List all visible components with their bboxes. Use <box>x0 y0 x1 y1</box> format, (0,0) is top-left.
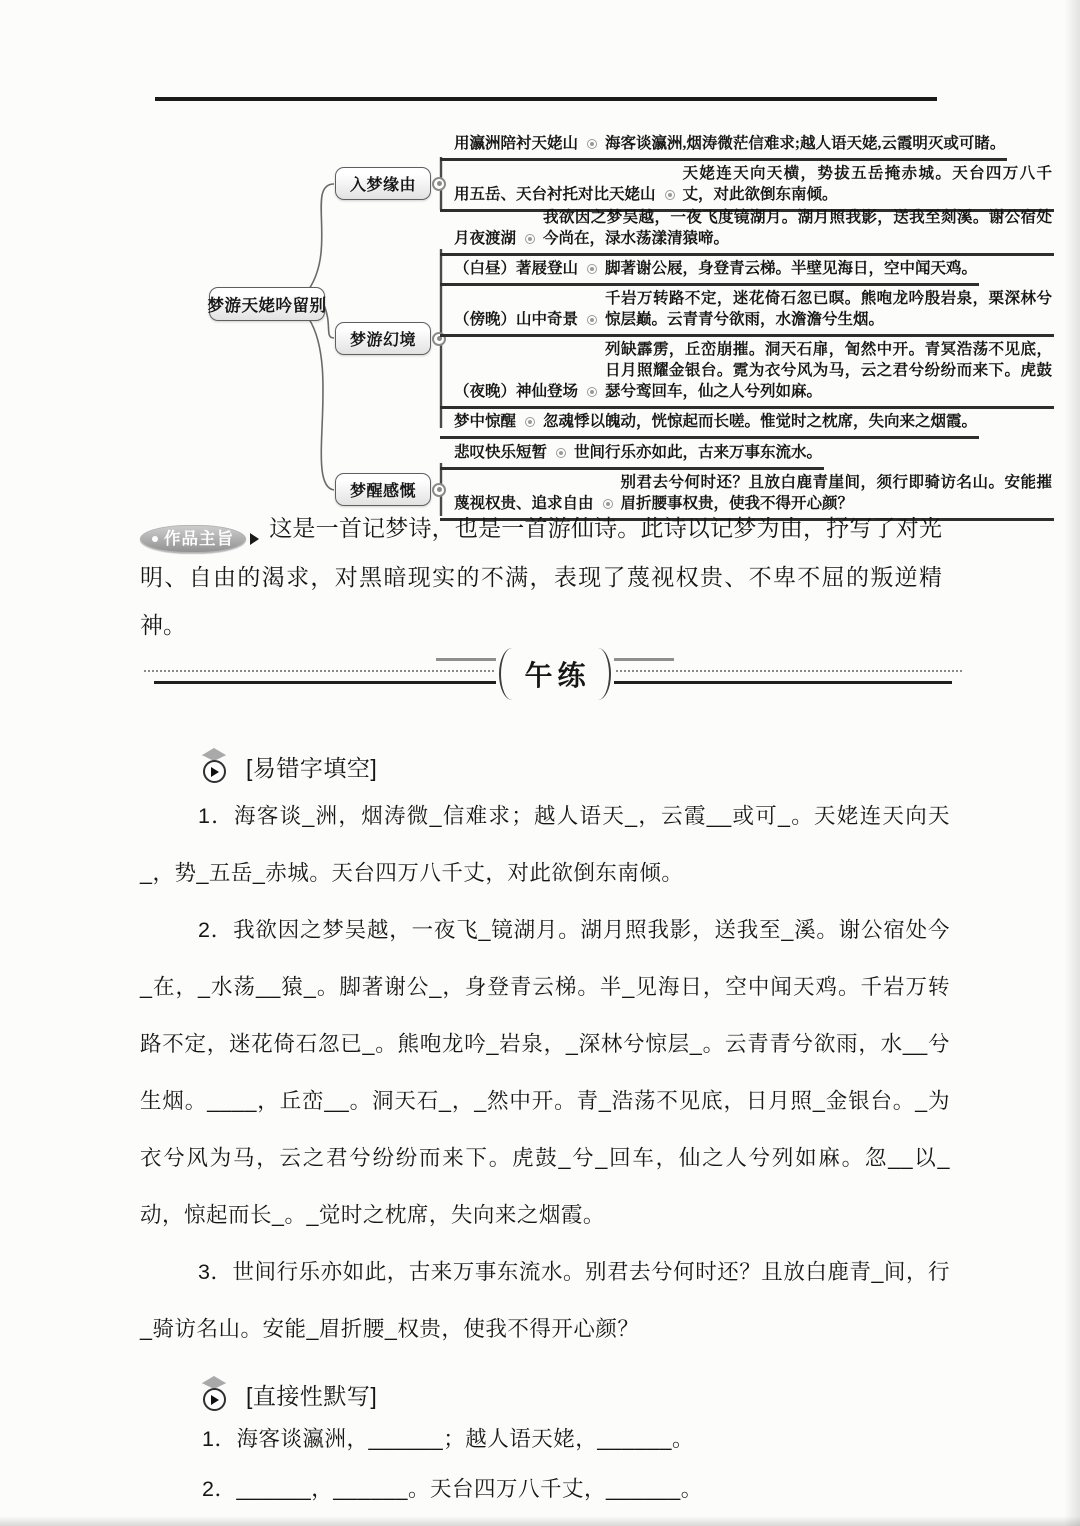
noon-practice-divider <box>140 645 966 703</box>
leaf-quote-text: 海客谈瀛洲,烟涛微茫信难求;越人语天姥,云霞明灭或可睹。 <box>605 135 1006 152</box>
mindmap-root-label: 梦游天姥吟留别 <box>207 296 327 315</box>
leaf-separator-circle-icon <box>587 264 597 274</box>
mindmap-branch-node <box>335 473 431 506</box>
theme-badge <box>140 525 259 553</box>
noon-title: 午练 <box>524 661 591 692</box>
mindmap-leaf-row <box>440 286 1054 337</box>
leaf-label: （傍晚）山中奇景 <box>454 311 579 328</box>
mindmap-leaf-row <box>440 409 979 439</box>
leaf-label: 梦中惊醒 <box>454 413 517 430</box>
practice-item: 1．海客谈_洲，烟涛微_信难求；越人语天_，云霞__或可_。天姥连天向天_，势_五岳_赤城。天台四万八千丈，对此欲倒东南倾。 <box>140 804 950 885</box>
mindmap-root-node <box>209 287 325 321</box>
section-header <box>140 1372 950 1416</box>
practice-item: 1．海客谈瀛洲，______；越人语天姥，______。 <box>202 1427 694 1451</box>
noon-title-box <box>496 645 614 703</box>
theme-badge-pill <box>140 525 246 553</box>
practice-item: 3．世间行乐亦如此，古来万事东流水。别君去兮何时还？且放白鹿青_间，行_骑访名山。安能_眉折腰_权贵，使我不得开心颜？ <box>140 1260 950 1341</box>
leaf-separator-circle-icon <box>665 190 675 200</box>
leaf-separator-circle-icon <box>587 139 597 149</box>
mindmap-branch-node <box>335 322 431 355</box>
leaf-label: 用五岳、天台衬托对比天姥山 <box>454 186 656 203</box>
theme-badge-label: 作品主旨 <box>164 529 234 548</box>
mindmap-leaf-row <box>440 205 1054 256</box>
leaf-quote-text: 脚著谢公屐，身登青云梯。半壁见海日，空中闻天鸡。 <box>605 260 978 277</box>
gray-rule-left <box>436 658 496 661</box>
leaf-label: 用瀛洲陪衬天姥山 <box>454 135 579 152</box>
leaf-separator-circle-icon <box>556 448 566 458</box>
badge-bullet-icon <box>152 536 158 542</box>
leaf-label: 悲叹快乐短暂 <box>454 444 548 461</box>
mindmap-leaf-row <box>440 131 1007 161</box>
practice-item: 2．______，______。天台四万八千丈，______。 <box>202 1477 703 1501</box>
leaf-quote-text: 世间行乐亦如此，古来万事东流水。 <box>574 444 823 461</box>
solid-rule-left <box>154 681 496 684</box>
practice-area <box>140 744 950 1516</box>
mindmap-leaf-group <box>440 205 1054 439</box>
section-title: [易错字填空] <box>246 754 378 781</box>
leaf-quote-text: 列缺霹雳，丘峦崩摧。洞天石扉，訇然中开。青冥浩荡不见底，日月照耀金银台。霓为衣兮风为马，云之君兮纷纷而来下。虎鼓瑟兮鸾回车，仙之人兮列如麻。 <box>605 341 1052 400</box>
page-edge-shadow-right <box>1064 0 1080 1526</box>
dictation-items <box>140 1416 950 1512</box>
leaf-separator-circle-icon <box>587 387 597 397</box>
leaf-quote-text: 天姥连天向天横，势拔五岳掩赤城。天台四万八千丈，对此欲倒东南倾。 <box>682 165 1052 203</box>
mindmap <box>0 0 1080 560</box>
mindmap-leaf-row <box>440 256 979 286</box>
leaf-quote-text: 别君去兮何时还？且放白鹿青崖间，须行即骑访名山。安能摧眉折腰事权贵，使我不得开心颜？ <box>620 474 1052 512</box>
leaf-separator-circle-icon <box>525 234 535 244</box>
leaf-quote-text: 我欲因之梦吴越，一夜飞度镜湖月。湖月照我影，送我至剡溪。谢公宿处今尚在，渌水荡漾清猿啼。 <box>543 209 1052 247</box>
fill-in-items <box>140 788 950 1358</box>
leaf-label: （夜晚）神仙登场 <box>454 383 579 400</box>
section-header <box>140 744 950 788</box>
branch-label: 梦游幻境 <box>349 332 416 349</box>
mindmap-leaf-row <box>440 440 824 470</box>
section-title: [直接性默写] <box>246 1382 378 1409</box>
graduation-cap-play-icon <box>200 748 230 784</box>
graduation-cap-play-icon <box>200 1376 230 1412</box>
branch-label: 梦醒感慨 <box>349 483 416 500</box>
page-edge-shadow-bottom <box>0 1516 1080 1526</box>
solid-rule-right <box>614 681 952 684</box>
mindmap-leaf-row <box>440 337 1054 409</box>
leaf-separator-circle-icon <box>587 315 597 325</box>
practice-item: 2．我欲因之梦吴越，一夜飞_镜湖月。湖月照我影，送我至_溪。谢公宿处今_在，_水荡__猿_。脚著谢公_，身登青云梯。半_见海日，空中闻天鸡。千岩万转路不定，迷花倚石忽已_。熊咆龙吟_岩泉，_深林兮惊层_。云青青兮欲雨，水__兮生烟。____，丘峦__。洞天石_，_然中开。青_浩荡不见底，日月照_金银台。_为衣兮风为马，云之君兮纷纷而来下。虎鼓_兮_回车，仙之人兮列如麻。忽__以_动，惊起而长_。_觉时之枕席，失向来之烟霞。 <box>140 918 950 1227</box>
branch-label: 入梦缘由 <box>349 177 416 194</box>
right-paren-icon <box>598 648 611 700</box>
theme-paragraph <box>140 504 942 649</box>
leaf-label: （白昼）著屐登山 <box>454 260 579 277</box>
leaf-label: 蔑视权贵、追求自由 <box>454 495 594 512</box>
leaf-quote-text: 忽魂悸以魄动，恍惊起而长嗟。惟觉时之枕席，失向来之烟霞。 <box>543 413 978 430</box>
mindmap-branch-node <box>335 167 431 200</box>
mindmap-leaf-group <box>440 131 1054 212</box>
badge-arrow-icon <box>250 533 259 545</box>
leaf-separator-circle-icon <box>525 417 535 427</box>
gray-rule-right <box>614 658 674 661</box>
left-paren-icon <box>499 648 512 700</box>
leaf-quote-text: 千岩万转路不定，迷花倚石忽已暝。熊咆龙吟殷岩泉，栗深林兮惊层巅。云青青兮欲雨，水澹澹兮生烟。 <box>605 290 1052 328</box>
theme-text: 这是一首记梦诗，也是一首游仙诗。此诗以记梦为由，抒写了对光明、自由的渴求，对黑暗现实的不满，表现了蔑视权贵、不卑不屈的叛逆精神。 <box>140 515 942 638</box>
leaf-label: 月夜渡湖 <box>454 230 517 247</box>
